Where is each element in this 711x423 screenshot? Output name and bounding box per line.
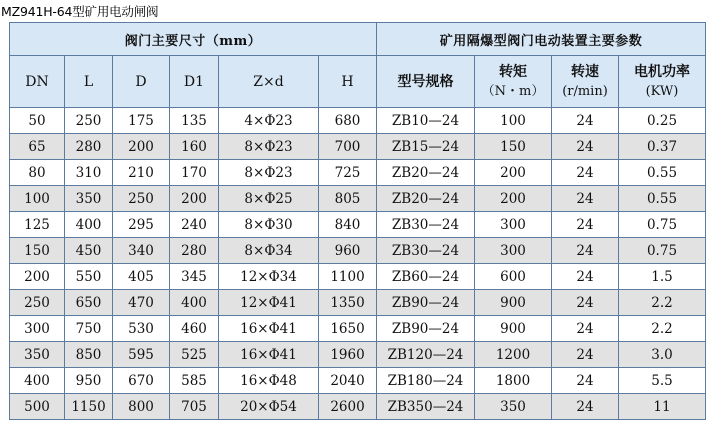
cell-l: 950 <box>65 368 113 394</box>
table-row <box>10 108 706 134</box>
cell-l: 750 <box>65 316 113 342</box>
cell-l: 250 <box>65 108 113 134</box>
valve-spec-table <box>9 22 706 420</box>
cell-torque: 900 <box>475 290 552 316</box>
cell-h: 700 <box>319 134 377 160</box>
col-header-d: D <box>113 56 170 108</box>
cell-dn: 250 <box>10 290 65 316</box>
cell-speed: 24 <box>552 394 619 420</box>
group-header-dimensions: 阀门主要尺寸（mm） <box>10 23 377 56</box>
cell-power: 0.37 <box>619 134 706 160</box>
cell-d: 530 <box>113 316 170 342</box>
table-row <box>10 342 706 368</box>
cell-power: 0.75 <box>619 212 706 238</box>
cell-power: 3.0 <box>619 342 706 368</box>
cell-d: 295 <box>113 212 170 238</box>
cell-l: 280 <box>65 134 113 160</box>
cell-power: 0.55 <box>619 186 706 212</box>
table-row <box>10 264 706 290</box>
cell-power: 1.5 <box>619 264 706 290</box>
cell-d1: 170 <box>170 160 219 186</box>
table-row <box>10 212 706 238</box>
cell-zxd: 20×Φ54 <box>219 394 319 420</box>
cell-speed: 24 <box>552 160 619 186</box>
cell-zxd: 8×Φ34 <box>219 238 319 264</box>
cell-dn: 300 <box>10 316 65 342</box>
cell-speed: 24 <box>552 290 619 316</box>
cell-d1: 345 <box>170 264 219 290</box>
cell-h: 725 <box>319 160 377 186</box>
cell-h: 1960 <box>319 342 377 368</box>
table-row <box>10 186 706 212</box>
cell-dn: 350 <box>10 342 65 368</box>
cell-model: ZB120—24 <box>377 342 475 368</box>
cell-zxd: 8×Φ23 <box>219 160 319 186</box>
cell-model: ZB20—24 <box>377 186 475 212</box>
cell-power: 0.25 <box>619 108 706 134</box>
cell-power: 0.55 <box>619 160 706 186</box>
cell-d: 800 <box>113 394 170 420</box>
col-header-torque-label: 转矩 <box>499 63 527 80</box>
cell-power: 11 <box>619 394 706 420</box>
cell-torque: 200 <box>475 186 552 212</box>
cell-d1: 460 <box>170 316 219 342</box>
cell-d: 670 <box>113 368 170 394</box>
cell-d: 595 <box>113 342 170 368</box>
cell-speed: 24 <box>552 316 619 342</box>
cell-l: 550 <box>65 264 113 290</box>
cell-model: ZB20—24 <box>377 160 475 186</box>
cell-torque: 900 <box>475 316 552 342</box>
cell-zxd: 12×Φ34 <box>219 264 319 290</box>
cell-power: 0.75 <box>619 238 706 264</box>
col-header-dn: DN <box>10 56 65 108</box>
cell-torque: 1200 <box>475 342 552 368</box>
cell-speed: 24 <box>552 186 619 212</box>
cell-l: 850 <box>65 342 113 368</box>
cell-d1: 400 <box>170 290 219 316</box>
col-header-h: H <box>319 56 377 108</box>
cell-h: 680 <box>319 108 377 134</box>
table-row <box>10 238 706 264</box>
cell-h: 805 <box>319 186 377 212</box>
cell-torque: 600 <box>475 264 552 290</box>
cell-power: 2.2 <box>619 290 706 316</box>
cell-d: 250 <box>113 186 170 212</box>
cell-h: 1650 <box>319 316 377 342</box>
cell-h: 2040 <box>319 368 377 394</box>
cell-l: 350 <box>65 186 113 212</box>
cell-l: 400 <box>65 212 113 238</box>
cell-d: 340 <box>113 238 170 264</box>
cell-d: 200 <box>113 134 170 160</box>
cell-d1: 135 <box>170 108 219 134</box>
cell-l: 650 <box>65 290 113 316</box>
cell-d1: 525 <box>170 342 219 368</box>
col-header-speed-label: 转速 <box>571 63 599 80</box>
cell-model: ZB90—24 <box>377 290 475 316</box>
cell-dn: 65 <box>10 134 65 160</box>
cell-torque: 300 <box>475 238 552 264</box>
cell-h: 2600 <box>319 394 377 420</box>
table-row <box>10 394 706 420</box>
page-title: MZ941H-64型矿用电动闸阀 <box>1 4 159 19</box>
col-header-model: 型号规格 <box>377 56 475 108</box>
cell-speed: 24 <box>552 264 619 290</box>
cell-speed: 24 <box>552 108 619 134</box>
cell-speed: 24 <box>552 238 619 264</box>
cell-d: 405 <box>113 264 170 290</box>
table-row <box>10 368 706 394</box>
cell-model: ZB60—24 <box>377 264 475 290</box>
col-header-torque <box>475 56 552 108</box>
cell-d: 175 <box>113 108 170 134</box>
cell-zxd: 8×Φ30 <box>219 212 319 238</box>
cell-h: 840 <box>319 212 377 238</box>
cell-speed: 24 <box>552 342 619 368</box>
cell-dn: 125 <box>10 212 65 238</box>
col-header-power-unit: (KW) <box>645 83 679 99</box>
col-header-speed-unit: (r/min) <box>562 83 608 99</box>
cell-h: 1350 <box>319 290 377 316</box>
col-header-power <box>619 56 706 108</box>
cell-zxd: 8×Φ25 <box>219 186 319 212</box>
cell-zxd: 16×Φ41 <box>219 316 319 342</box>
cell-torque: 1800 <box>475 368 552 394</box>
cell-l: 450 <box>65 238 113 264</box>
cell-model: ZB15—24 <box>377 134 475 160</box>
table-row <box>10 134 706 160</box>
cell-torque: 350 <box>475 394 552 420</box>
cell-dn: 500 <box>10 394 65 420</box>
table-row <box>10 160 706 186</box>
cell-d1: 240 <box>170 212 219 238</box>
col-header-d1: D1 <box>170 56 219 108</box>
table-body <box>10 108 706 420</box>
col-header-torque-unit: （N・m） <box>481 83 545 99</box>
cell-zxd: 8×Φ23 <box>219 134 319 160</box>
table-row <box>10 316 706 342</box>
table-row <box>10 290 706 316</box>
cell-dn: 50 <box>10 108 65 134</box>
cell-speed: 24 <box>552 212 619 238</box>
cell-model: ZB30—24 <box>377 212 475 238</box>
cell-speed: 24 <box>552 368 619 394</box>
cell-model: ZB90—24 <box>377 316 475 342</box>
cell-model: ZB180—24 <box>377 368 475 394</box>
cell-d1: 705 <box>170 394 219 420</box>
cell-d1: 160 <box>170 134 219 160</box>
cell-l: 1150 <box>65 394 113 420</box>
cell-power: 2.2 <box>619 316 706 342</box>
cell-torque: 100 <box>475 108 552 134</box>
cell-d1: 585 <box>170 368 219 394</box>
col-header-zxd: Z×d <box>219 56 319 108</box>
cell-model: ZB30—24 <box>377 238 475 264</box>
cell-dn: 200 <box>10 264 65 290</box>
cell-dn: 150 <box>10 238 65 264</box>
cell-d: 210 <box>113 160 170 186</box>
cell-h: 1100 <box>319 264 377 290</box>
cell-l: 310 <box>65 160 113 186</box>
cell-dn: 400 <box>10 368 65 394</box>
cell-torque: 300 <box>475 212 552 238</box>
cell-torque: 200 <box>475 160 552 186</box>
cell-zxd: 16×Φ41 <box>219 342 319 368</box>
cell-zxd: 12×Φ41 <box>219 290 319 316</box>
cell-speed: 24 <box>552 134 619 160</box>
cell-d: 470 <box>113 290 170 316</box>
cell-zxd: 16×Φ48 <box>219 368 319 394</box>
col-header-power-label: 电机功率 <box>634 63 690 80</box>
cell-d1: 280 <box>170 238 219 264</box>
cell-dn: 100 <box>10 186 65 212</box>
cell-h: 960 <box>319 238 377 264</box>
col-header-speed <box>552 56 619 108</box>
cell-model: ZB10—24 <box>377 108 475 134</box>
cell-model: ZB350—24 <box>377 394 475 420</box>
col-header-l: L <box>65 56 113 108</box>
group-header-actuator: 矿用隔爆型阀门电动装置主要参数 <box>377 23 706 56</box>
cell-d1: 200 <box>170 186 219 212</box>
cell-dn: 80 <box>10 160 65 186</box>
cell-torque: 150 <box>475 134 552 160</box>
cell-zxd: 4×Φ23 <box>219 108 319 134</box>
cell-power: 5.5 <box>619 368 706 394</box>
